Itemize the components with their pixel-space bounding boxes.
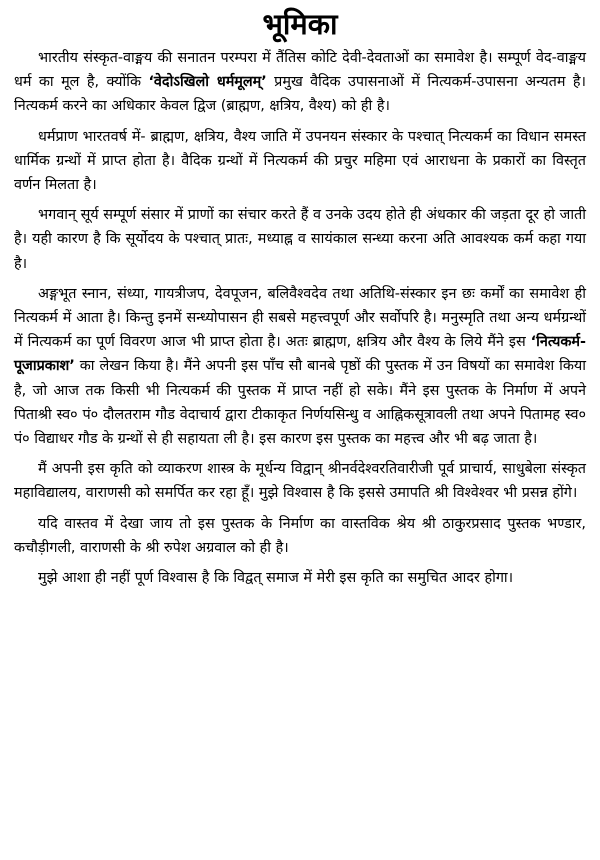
- paragraph-7: मुझे आशा ही नहीं पूर्ण विश्वास है कि विद्वत् समाज में मेरी इस कृति का समुचित आदर होगा।: [38, 570, 514, 587]
- paragraph-4-quote: ‘नित्यकर्म-पूजाप्रकाश’: [14, 334, 586, 375]
- page-title: भूमिका: [262, 7, 338, 41]
- paragraph-5: मैं अपनी इस कृति को व्याकरण शास्त्र के मूर्धन्य विद्वान् श्रीनर्वदेश्वरतिवारीजी पूर्व प्राचार्य, साधुबेला संस्कृत महाविद्यालय, वाराणसी को समर्पित कर रहा हूँ। मुझे विश्वास है कि इससे उमापति श्री विश्वेश्वर भी प्रसन्न होंगे।: [14, 461, 586, 502]
- paragraph-1-text-b: प्रमुख वैदिक उपासनाओं में नित्यकर्म-उपासना अन्यतम है। नित्यकर्म करने का अधिकार केवल द्विज (ब्राह्मण, क्षत्रिय, वैश्य) को ही है।: [14, 74, 586, 115]
- paragraph-1-text-a: भारतीय संस्कृत-वाङ्मय की सनातन परम्परा में तैंतिस कोटि देवी-देवताओं का समावेश है। सम्पूर्ण वेद-वाङ्मय धर्म का मूल है, क्योंकि: [14, 50, 586, 91]
- paragraph-4-text-a: अङ्गभूत स्नान, संध्या, गायत्रीजप, देवपूजन, बलिवैश्वदेव तथा अतिथि-संस्कार इन छः कर्मों का समावेश ही नित्यकर्म में आता है। किन्तु इनमें सन्ध्योपासन ही सबसे महत्त्वपूर्ण और सर्वोपरि है। मनुस्मृति तथा अन्य धर्मग्रन्थों में नित्यकर्म का पूर्ण विवरण आज भी प्राप्त होता है। अतः ब्राह्मण, क्षत्रिय और वैश्य के लिये मैंने इस: [14, 285, 586, 351]
- paragraph-1-quote: ‘वेदोऽखिलो धर्ममूलम्’: [148, 74, 267, 91]
- paragraph-3: भगवान् सूर्य सम्पूर्ण संसार में प्राणों का संचार करते हैं व उनके उदय होते ही अंधकार की जड़ता दूर हो जाती है। यही कारण है कि सूर्योदय के पश्चात् प्रातः, मध्याह्न व सायंकाल सन्ध्या करना अति आवश्यक कर्म कहा गया है।: [14, 207, 586, 272]
- paragraph-4: [14, 282, 586, 451]
- paragraph-6: यदि वास्तव में देखा जाय तो इस पुस्तक के निर्माण का वास्तविक श्रेय श्री ठाकुरप्रसाद पुस्तक भण्डार, कचौड़ीगली, वाराणसी के श्री रुपेश अग्रवाल को ही है।: [14, 515, 586, 556]
- paragraph-1: [14, 46, 586, 119]
- paragraph-4-text-b: का लेखन किया है। मैंने अपनी इस पाँच सौ बानबे पृष्ठों की पुस्तक में उन विषयों का समावेश किया है, जो आज तक किसी भी नित्यकर्म की पुस्तक में प्राप्त नहीं हो सके। मैंने इस पुस्तक के निर्माण में अपने पिताश्री स्व० पं० दौलतराम गौड वेदाचार्य द्वारा टीकाकृत निर्णयसिन्धु व आह्निकसूत्रावली तथा अपने पितामह स्व० पं० विद्याधर गौड के ग्रन्थों से ही सहायता ली है। इस कारण इस पुस्तक का महत्त्व और भी बढ़ जाता है।: [14, 358, 586, 448]
- paragraph-2: धर्मप्राण भारतवर्ष में- ब्राह्मण, क्षत्रिय, वैश्य जाति में उपनयन संस्कार के पश्चात् नित्यकर्म का विधान समस्त धार्मिक ग्रन्थों में प्राप्त होता है। वैदिक ग्रन्थों में नित्यकर्म की प्रचुर महिमा एवं आराधना के प्रकारों का विस्तृत वर्णन मिलता है।: [14, 128, 586, 194]
